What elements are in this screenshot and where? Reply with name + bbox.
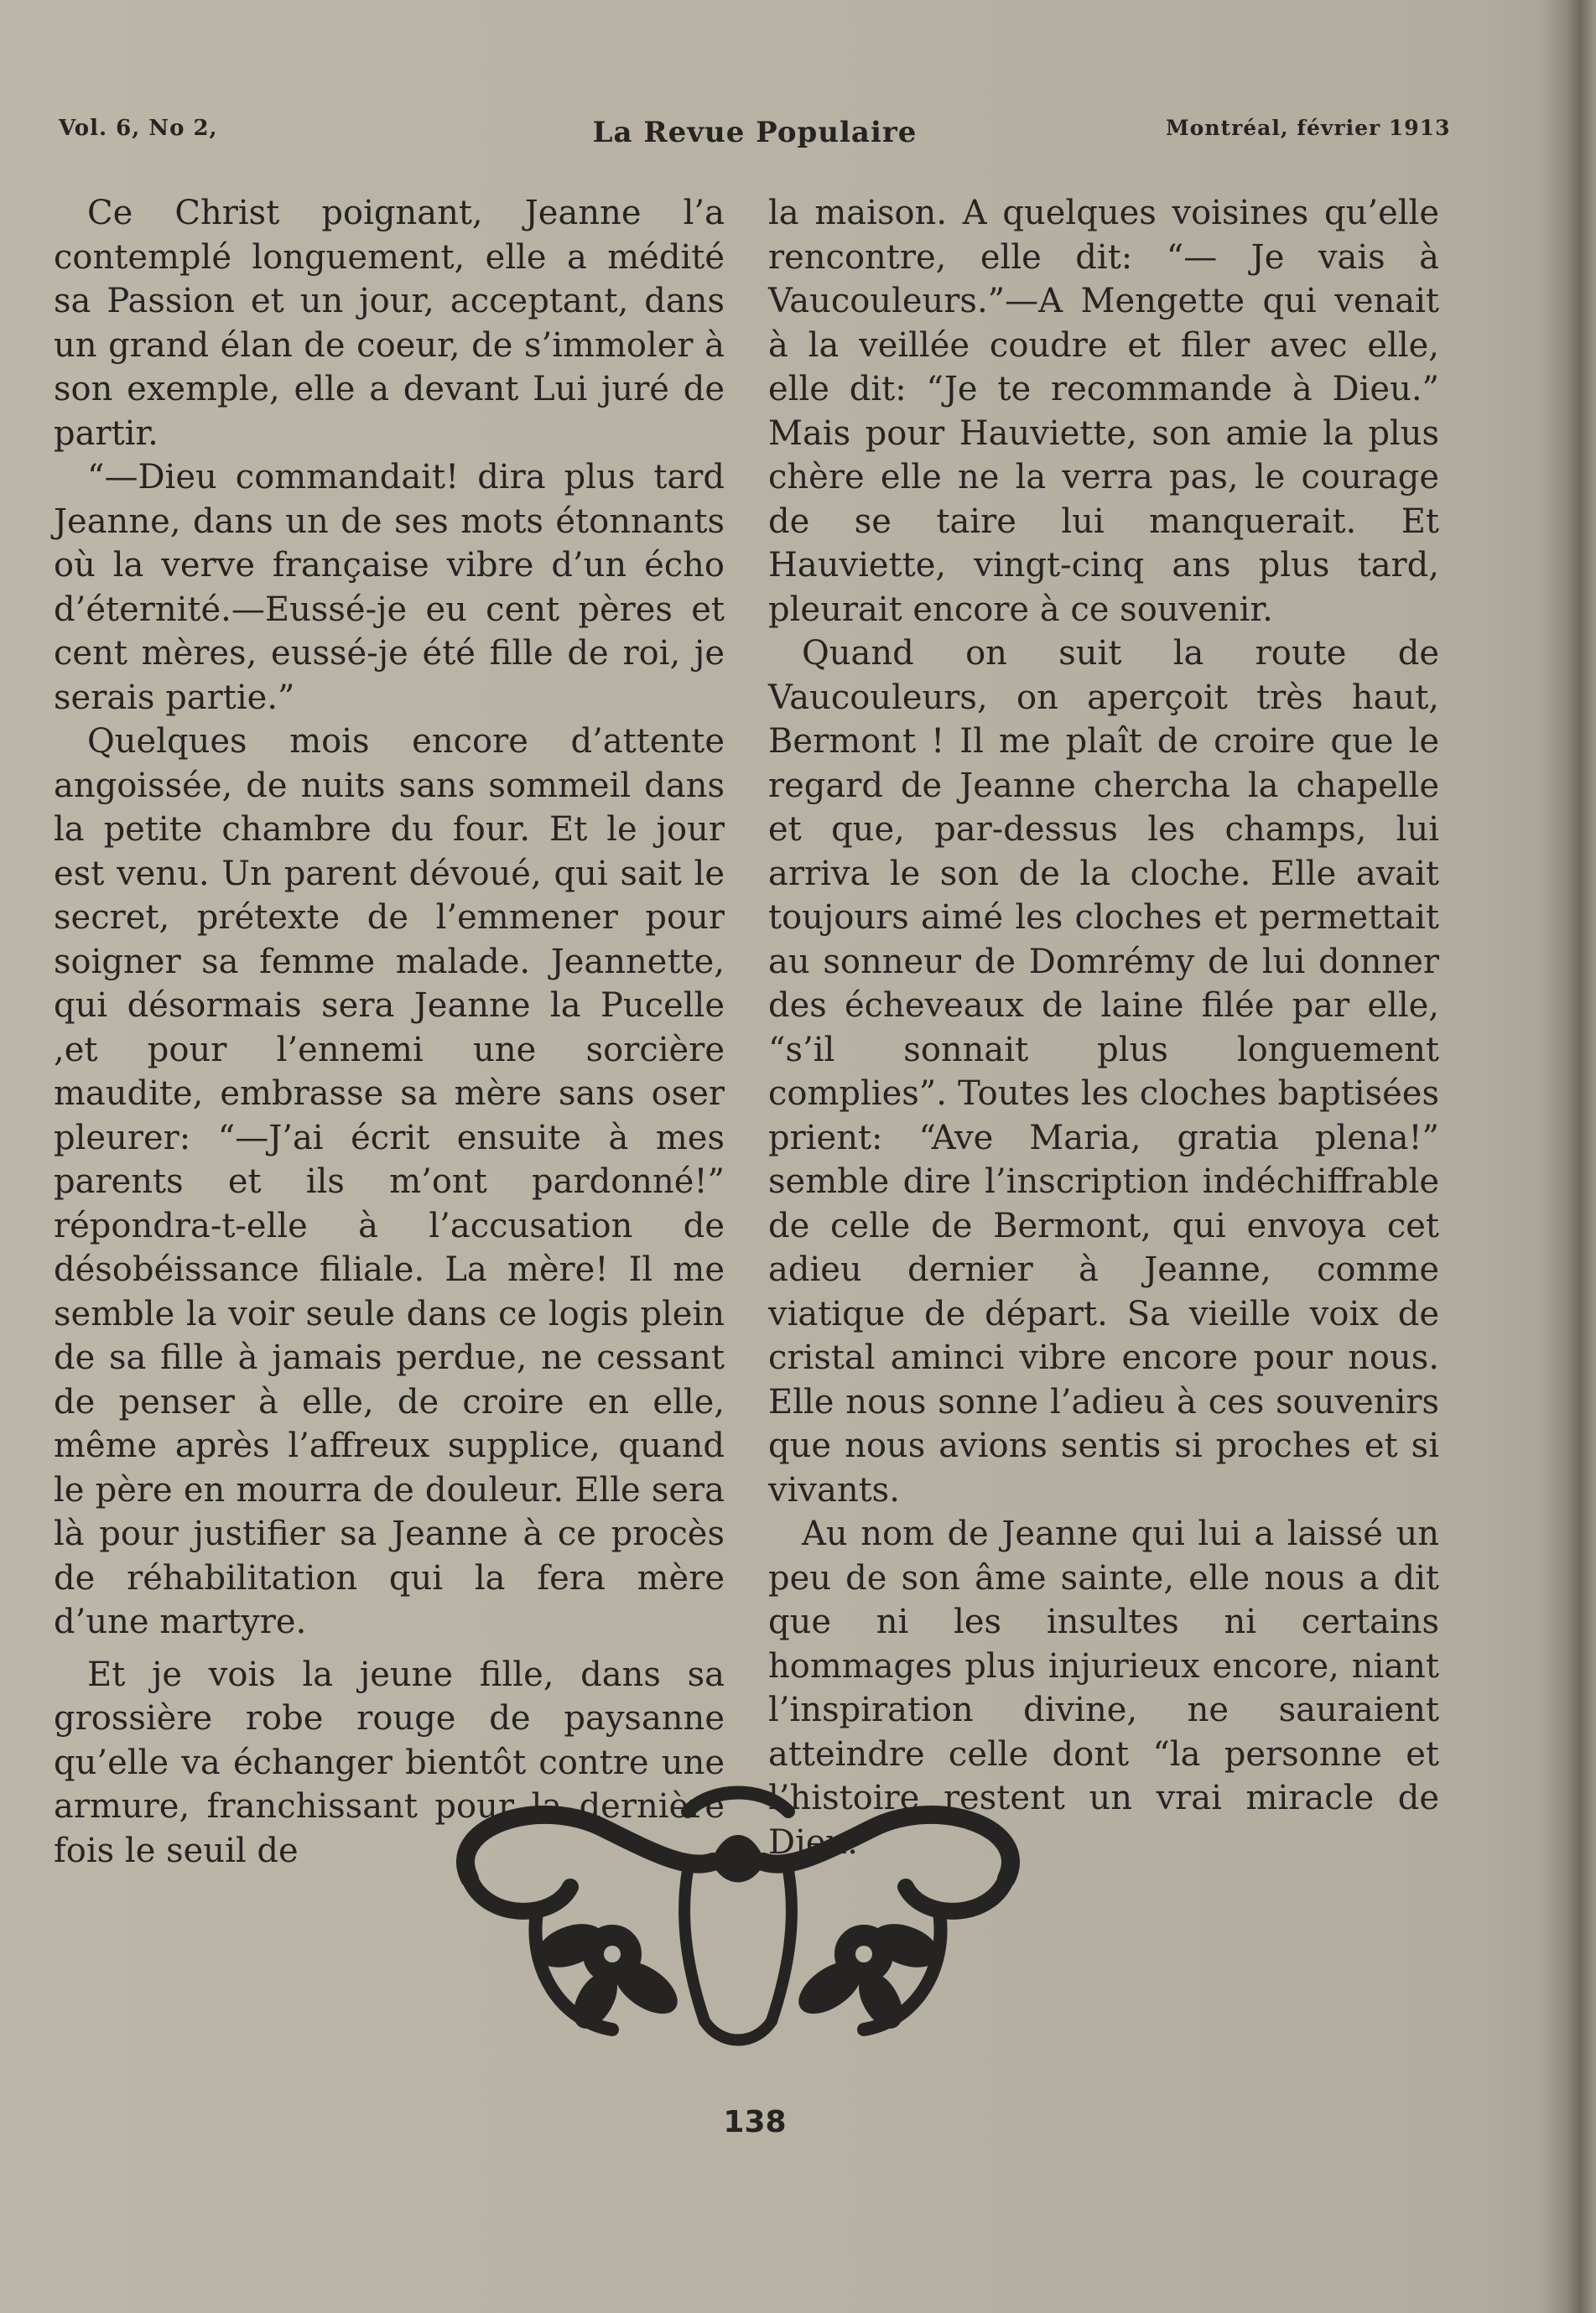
paragraph: la maison. A quelques voisines qu’elle rencontre, elle dit: “— Je vais à Vaucouleurs.”—A Mengette qui venait à la veillée coudre et filer avec elle, elle dit: “Je te recommande à Dieu.” Mais pour Hauviette, son amie la plus chère elle ne la verra pas, le courage de se taire lui manquerait. Et Hauviette, vingt-cinq ans plus tard, pleurait encore à ce souvenir. — [768, 194, 1439, 629]
paragraph: “—Dieu commandait! dira plus tard Jeanne, dans un de ses mots étonnants où la verve française vibre d’un écho d’éternité.—Eussé-je eu cent pères et cent mères, eussé-je été fille de roi, je serais partie.” — [54, 458, 725, 717]
page-number: 138 — [723, 2105, 787, 2139]
paragraph: Au nom de Jeanne qui lui a laissé un peu de son âme sainte, elle nous a dit que ni les insultes ni certains hommages plus injurieux encore, niant l’inspiration divine, ne sauraient atteindre celle dont “la personne et l’histoire restent un vrai miracle de Dieu.” — [768, 1515, 1439, 1862]
paragraph: Et je vois la jeune fille, dans sa grossière robe rouge de paysanne qu’elle va échanger bientôt contre une armure, franchissant pour la dernière fois le seuil de — [54, 1655, 725, 1870]
left-column — [54, 191, 725, 1873]
page-gutter-shadow — [1543, 0, 1596, 2313]
header-volume: Vol. 6, No 2, — [59, 116, 218, 141]
right-column — [768, 191, 1439, 1864]
paragraph: Quelques mois encore d’attente angoissée, de nuits sans sommeil dans la petite chambre du four. Et le jour est venu. Un parent dévoué, qui sait le secret, prétexte de l’emmener pour soigner sa femme malade. Jeannette, qui désormais sera Jeanne la Pucelle ,et pour l’ennemi une sorcière maudite, embrasse sa mère sans oser pleurer: “—J’ai écrit ensuite à mes parents et ils m’ont pardonné!” répondra-t-elle à l’accusation de désobéissance filiale. La mère! Il me semble la voir seule dans ce logis plein de sa fille à jamais perdue, ne cessant de penser à elle, de croire en elle, même après l’affreux supplice, quand le père en mourra de douleur. Elle sera là pour justifier sa Jeanne à ce procès de réhabilitation qui la fera mère d’une martyre. — [54, 722, 725, 1641]
floral-ornament-icon — [436, 1778, 1040, 2046]
header-title: La Revue Populaire — [592, 116, 918, 149]
paragraph: Quand on suit la route de Vaucouleurs, on aperçoit très haut, Bermont ! Il me plaît de croire que le regard de Jeanne chercha la chapelle et que, par-dessus les champs, lui arriva le son de la cloche. Elle avait toujours aimé les cloches et permettait au sonneur de Domrémy de lui donner des écheveaux de laine filée par elle, “s’il sonnait plus longuement complies”. Toutes les cloches baptisées prient: “Ave Maria, gratia plena!” semble dire l’inscription indéchiffrable de celle de Bermont, qui envoya cet adieu dernier à Jeanne, comme viatique de départ. Sa vieille voix de cristal aminci vibre encore pour nous. Elle nous sonne l’adieu à ces souvenirs que nous avions sentis si proches et si vivants. — [768, 634, 1439, 1510]
header-place-date: Montréal, février 1913 — [1166, 116, 1451, 140]
paragraph: Ce Christ poignant, Jeanne l’a contemplé longuement, elle a médité sa Passion et un jour, acceptant, dans un grand élan de coeur, de s’immoler à son exemple, elle a devant Lui juré de partir. — [54, 194, 725, 453]
